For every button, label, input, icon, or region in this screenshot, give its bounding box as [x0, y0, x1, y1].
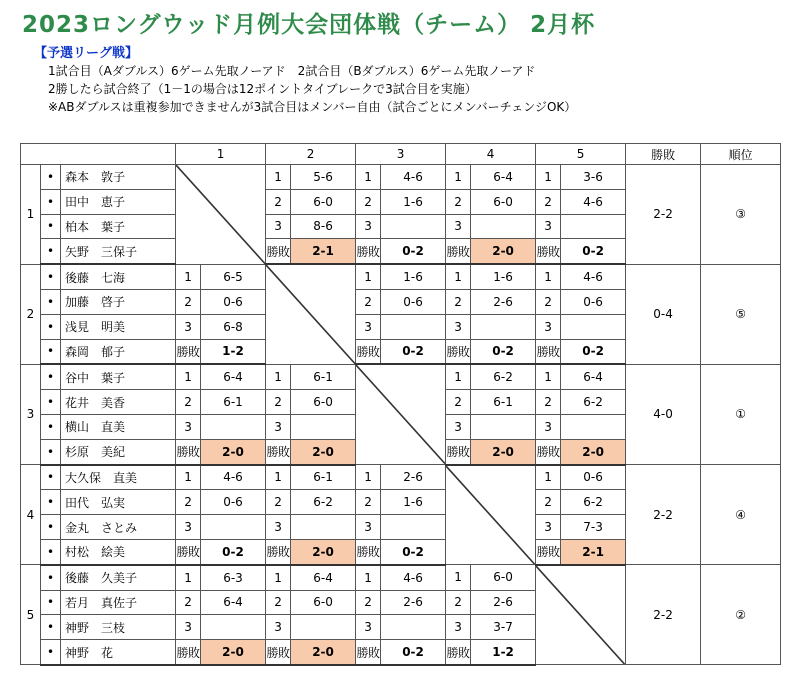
game-score — [561, 214, 626, 239]
column-header-4: 4 — [446, 144, 536, 165]
game-score — [471, 214, 536, 239]
player-name: 神野 三枝 — [61, 615, 176, 640]
team-record: 0-4 — [626, 264, 701, 364]
result-label: 勝敗 — [446, 239, 471, 264]
game-index: 3 — [536, 314, 561, 339]
game-index: 1 — [356, 565, 381, 590]
column-header-5: 5 — [536, 144, 626, 165]
match-result: 0-2 — [381, 339, 446, 364]
game-index: 1 — [536, 264, 561, 289]
match-result: 2-0 — [291, 439, 356, 464]
game-score: 6-2 — [471, 364, 536, 389]
player-name: 柏本 葉子 — [61, 214, 176, 239]
self-match-diagonal — [176, 165, 266, 265]
team-record: 4-0 — [626, 364, 701, 464]
game-index: 1 — [176, 465, 201, 490]
game-index: 2 — [266, 390, 291, 415]
game-index: 1 — [446, 364, 471, 389]
game-index: 1 — [266, 465, 291, 490]
table-row — [21, 364, 781, 389]
player-name: 大久保 直美 — [61, 465, 176, 490]
player-name: 横山 直美 — [61, 414, 176, 439]
game-score: 4-6 — [381, 565, 446, 590]
game-score: 6-4 — [201, 364, 266, 389]
team-number: 4 — [21, 465, 41, 565]
result-label: 勝敗 — [356, 539, 381, 564]
match-result: 0-2 — [471, 339, 536, 364]
game-score: 6-3 — [201, 565, 266, 590]
match-result: 2-1 — [291, 239, 356, 264]
bullet: • — [41, 264, 61, 289]
match-result: 2-0 — [291, 640, 356, 665]
game-index: 2 — [446, 590, 471, 615]
diagonal-line — [356, 365, 445, 464]
team-rank: ① — [701, 364, 781, 464]
diagonal-line — [446, 466, 535, 565]
result-label: 勝敗 — [356, 339, 381, 364]
game-score — [381, 615, 446, 640]
game-index: 1 — [536, 465, 561, 490]
player-name: 後藤 七海 — [61, 264, 176, 289]
match-result: 2-0 — [201, 640, 266, 665]
table-row — [21, 264, 781, 289]
game-index: 3 — [536, 414, 561, 439]
game-score: 0-6 — [561, 289, 626, 314]
game-score — [201, 414, 266, 439]
match-result: 2-0 — [201, 439, 266, 464]
game-score: 7-3 — [561, 515, 626, 540]
game-score: 0-6 — [561, 465, 626, 490]
game-index: 1 — [266, 165, 291, 190]
column-header-2: 2 — [266, 144, 356, 165]
bullet: • — [41, 615, 61, 640]
match-result: 2-0 — [291, 539, 356, 564]
diagonal-line — [176, 165, 265, 264]
game-index: 3 — [536, 214, 561, 239]
result-label: 勝敗 — [536, 339, 561, 364]
game-score: 4-6 — [561, 264, 626, 289]
game-index: 2 — [176, 490, 201, 515]
game-index: 1 — [356, 165, 381, 190]
result-label: 勝敗 — [356, 640, 381, 665]
player-name: 森岡 郁子 — [61, 339, 176, 364]
game-score: 2-6 — [381, 590, 446, 615]
team-record: 2-2 — [626, 165, 701, 265]
game-score — [381, 515, 446, 540]
rank-header: 順位 — [701, 144, 781, 165]
game-index: 2 — [536, 490, 561, 515]
player-name: 矢野 三保子 — [61, 239, 176, 264]
bullet: • — [41, 515, 61, 540]
player-name: 村松 絵美 — [61, 539, 176, 564]
game-score: 6-2 — [561, 490, 626, 515]
game-score: 6-1 — [291, 364, 356, 389]
game-score: 1-6 — [471, 264, 536, 289]
game-score — [561, 314, 626, 339]
game-score: 6-0 — [291, 390, 356, 415]
game-index: 3 — [356, 515, 381, 540]
game-index: 2 — [266, 590, 291, 615]
game-index: 3 — [176, 515, 201, 540]
bullet: • — [41, 314, 61, 339]
bullet: • — [41, 640, 61, 665]
team-number: 2 — [21, 264, 41, 364]
rule-note-1: 1試合目（Aダブルス）6ゲーム先取ノーアド 2試合目（Bダブルス）6ゲーム先取ノーアド — [48, 64, 536, 78]
player-name: 花井 美香 — [61, 390, 176, 415]
game-index: 2 — [356, 490, 381, 515]
game-score: 2-6 — [471, 590, 536, 615]
page-title: 2023ロングウッド月例大会団体戦（チーム） 2月杯 — [22, 12, 596, 38]
game-index: 2 — [536, 390, 561, 415]
game-score — [291, 414, 356, 439]
game-score — [291, 615, 356, 640]
match-result: 0-2 — [381, 539, 446, 564]
player-name: 金丸 さとみ — [61, 515, 176, 540]
game-index: 2 — [176, 390, 201, 415]
game-index: 3 — [356, 314, 381, 339]
game-score — [201, 515, 266, 540]
game-score: 2-6 — [381, 465, 446, 490]
self-match-diagonal — [356, 364, 446, 464]
match-result: 0-2 — [381, 640, 446, 665]
game-score — [201, 615, 266, 640]
game-score: 5-6 — [291, 165, 356, 190]
player-name: 田中 恵子 — [61, 189, 176, 214]
player-name: 若月 真佐子 — [61, 590, 176, 615]
match-result: 2-1 — [561, 539, 626, 564]
game-index: 1 — [176, 264, 201, 289]
game-score — [381, 314, 446, 339]
match-result: 1-2 — [201, 339, 266, 364]
game-score: 6-1 — [471, 390, 536, 415]
game-score: 3-6 — [561, 165, 626, 190]
team-number: 5 — [21, 565, 41, 665]
result-label: 勝敗 — [176, 640, 201, 665]
team-rank: ③ — [701, 165, 781, 265]
player-name: 森本 敦子 — [61, 165, 176, 190]
table-row — [21, 165, 781, 190]
game-index: 1 — [356, 465, 381, 490]
game-index: 2 — [356, 289, 381, 314]
game-score: 0-6 — [381, 289, 446, 314]
bullet: • — [41, 364, 61, 389]
game-score: 4-6 — [201, 465, 266, 490]
game-score — [471, 414, 536, 439]
game-score: 4-6 — [381, 165, 446, 190]
match-result: 2-0 — [561, 439, 626, 464]
game-score — [471, 314, 536, 339]
game-index: 1 — [446, 165, 471, 190]
game-score: 6-0 — [291, 189, 356, 214]
result-label: 勝敗 — [266, 539, 291, 564]
game-index: 3 — [536, 515, 561, 540]
result-label: 勝敗 — [536, 539, 561, 564]
bullet: • — [41, 590, 61, 615]
game-index: 3 — [446, 414, 471, 439]
game-index: 1 — [266, 565, 291, 590]
team-rank: ④ — [701, 465, 781, 565]
result-label: 勝敗 — [176, 439, 201, 464]
rule-note-2: 2勝したら試合終了（1－1の場合は12ポイントタイブレークで3試合目を実施） — [48, 82, 477, 96]
league-table — [20, 143, 781, 666]
game-score: 1-6 — [381, 264, 446, 289]
bullet: • — [41, 165, 61, 190]
game-index: 2 — [356, 189, 381, 214]
game-score: 6-5 — [201, 264, 266, 289]
game-score — [291, 515, 356, 540]
result-label: 勝敗 — [356, 239, 381, 264]
game-index: 3 — [446, 314, 471, 339]
team-number: 3 — [21, 364, 41, 464]
table-row — [21, 465, 781, 490]
game-score: 6-0 — [471, 189, 536, 214]
match-result: 0-2 — [561, 239, 626, 264]
game-index: 3 — [176, 615, 201, 640]
column-header-3: 3 — [356, 144, 446, 165]
result-label: 勝敗 — [266, 439, 291, 464]
section-heading: 【予選リーグ戦】 — [34, 46, 139, 61]
result-label: 勝敗 — [446, 640, 471, 665]
player-name: 浅見 明美 — [61, 314, 176, 339]
player-name: 谷中 葉子 — [61, 364, 176, 389]
result-label: 勝敗 — [176, 339, 201, 364]
game-score: 6-0 — [291, 590, 356, 615]
game-index: 3 — [266, 515, 291, 540]
game-score: 6-4 — [561, 364, 626, 389]
bullet: • — [41, 414, 61, 439]
match-result: 1-2 — [471, 640, 536, 665]
game-score: 6-4 — [291, 565, 356, 590]
player-name: 神野 花 — [61, 640, 176, 665]
bullet: • — [41, 439, 61, 464]
team-rank: ⑤ — [701, 264, 781, 364]
team-rank: ② — [701, 565, 781, 665]
game-index: 2 — [536, 189, 561, 214]
match-result: 0-2 — [561, 339, 626, 364]
result-label: 勝敗 — [266, 239, 291, 264]
bullet: • — [41, 390, 61, 415]
game-score: 6-4 — [201, 590, 266, 615]
game-index: 2 — [356, 590, 381, 615]
game-index: 1 — [176, 565, 201, 590]
game-score: 6-8 — [201, 314, 266, 339]
game-score: 6-1 — [291, 465, 356, 490]
game-score: 1-6 — [381, 490, 446, 515]
game-index: 3 — [356, 615, 381, 640]
game-index: 2 — [176, 289, 201, 314]
game-score — [381, 214, 446, 239]
game-score — [561, 414, 626, 439]
game-index: 1 — [356, 264, 381, 289]
game-score: 6-2 — [291, 490, 356, 515]
column-header-1: 1 — [176, 144, 266, 165]
bullet: • — [41, 465, 61, 490]
game-index: 2 — [446, 289, 471, 314]
game-index: 1 — [176, 364, 201, 389]
player-name: 杉原 美紀 — [61, 439, 176, 464]
game-index: 2 — [446, 189, 471, 214]
game-index: 1 — [446, 264, 471, 289]
game-score: 6-4 — [471, 165, 536, 190]
result-label: 勝敗 — [446, 439, 471, 464]
result-label: 勝敗 — [176, 539, 201, 564]
player-name: 加藤 啓子 — [61, 289, 176, 314]
game-index: 3 — [266, 414, 291, 439]
game-index: 2 — [176, 590, 201, 615]
game-index: 3 — [176, 314, 201, 339]
game-index: 2 — [266, 189, 291, 214]
player-name: 田代 弘実 — [61, 490, 176, 515]
game-index: 2 — [266, 490, 291, 515]
game-score: 2-6 — [471, 289, 536, 314]
bullet: • — [41, 214, 61, 239]
self-match-diagonal — [536, 565, 626, 665]
bullet: • — [41, 189, 61, 214]
result-label: 勝敗 — [266, 640, 291, 665]
game-index: 3 — [266, 214, 291, 239]
bullet: • — [41, 239, 61, 264]
rule-note-3: ※ABダブルスは重複参加できませんが3試合目はメンバー自由（試合ごとにメンバーチェンジOK） — [48, 100, 577, 114]
self-match-diagonal — [446, 465, 536, 565]
bullet: • — [41, 565, 61, 590]
diagonal-line — [536, 566, 625, 665]
game-score: 6-0 — [471, 565, 536, 590]
game-index: 3 — [176, 414, 201, 439]
bullet: • — [41, 490, 61, 515]
match-result: 2-0 — [471, 239, 536, 264]
match-result: 0-2 — [201, 539, 266, 564]
match-result: 0-2 — [381, 239, 446, 264]
diagonal-line — [266, 265, 355, 364]
header-blank — [21, 144, 176, 165]
game-index: 3 — [446, 615, 471, 640]
game-score: 0-6 — [201, 289, 266, 314]
team-record: 2-2 — [626, 565, 701, 665]
player-name: 後藤 久美子 — [61, 565, 176, 590]
game-score: 0-6 — [201, 490, 266, 515]
bullet: • — [41, 289, 61, 314]
bullet: • — [41, 339, 61, 364]
game-index: 1 — [536, 165, 561, 190]
game-index: 2 — [536, 289, 561, 314]
game-index: 3 — [266, 615, 291, 640]
game-index: 1 — [266, 364, 291, 389]
result-label: 勝敗 — [536, 239, 561, 264]
bullet: • — [41, 539, 61, 564]
game-score: 3-7 — [471, 615, 536, 640]
game-score: 8-6 — [291, 214, 356, 239]
game-index: 3 — [356, 214, 381, 239]
game-score: 6-1 — [201, 390, 266, 415]
self-match-diagonal — [266, 264, 356, 364]
record-header: 勝敗 — [626, 144, 701, 165]
game-index: 2 — [446, 390, 471, 415]
match-result: 2-0 — [471, 439, 536, 464]
team-record: 2-2 — [626, 465, 701, 565]
result-label: 勝敗 — [536, 439, 561, 464]
game-score: 1-6 — [381, 189, 446, 214]
team-number: 1 — [21, 165, 41, 265]
game-score: 4-6 — [561, 189, 626, 214]
game-index: 1 — [446, 565, 471, 590]
table-row — [21, 565, 781, 590]
result-label: 勝敗 — [446, 339, 471, 364]
game-score: 6-2 — [561, 390, 626, 415]
game-index: 3 — [446, 214, 471, 239]
game-index: 1 — [536, 364, 561, 389]
